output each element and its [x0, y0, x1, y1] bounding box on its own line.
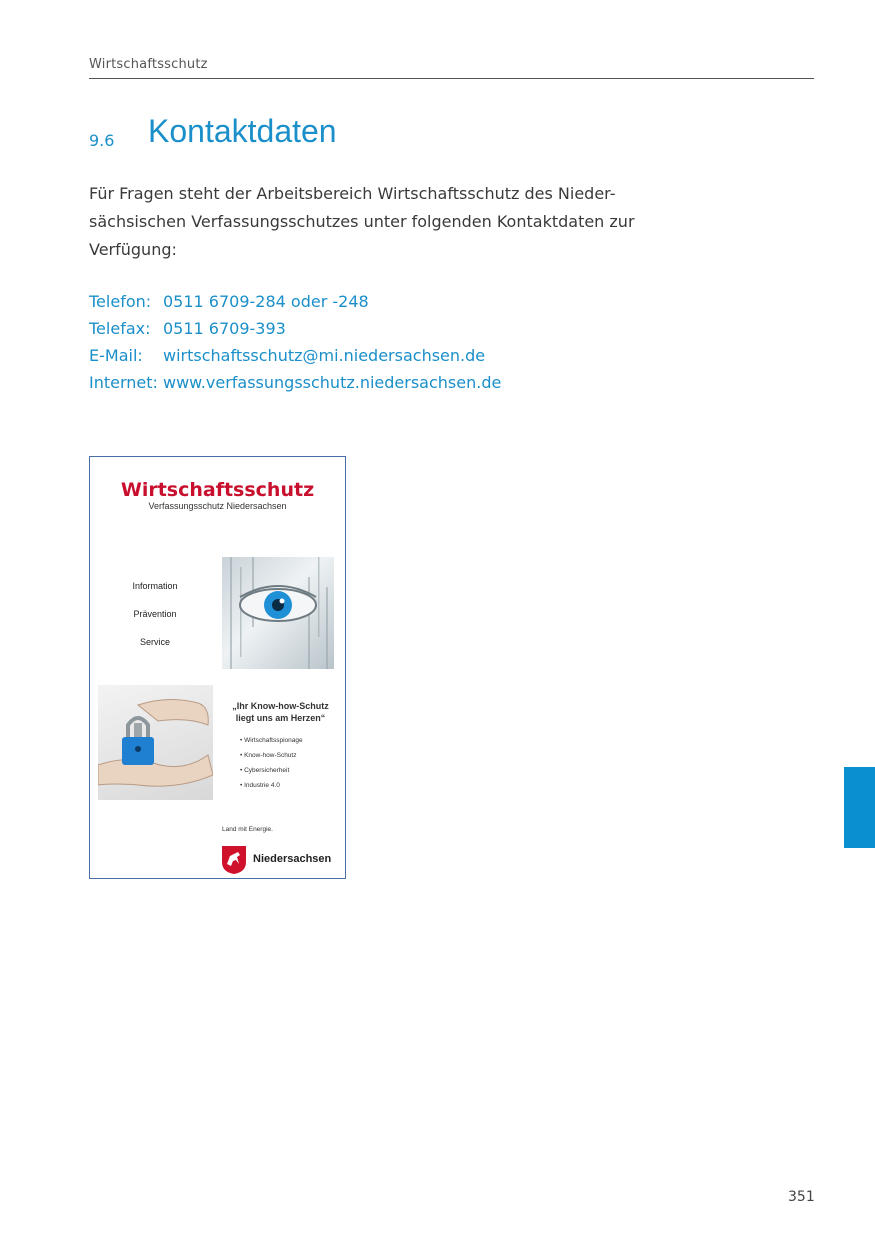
padlock-icon — [98, 685, 213, 800]
list-item: • Know-how-Schutz — [240, 748, 303, 763]
flyer-menu-item: Prävention — [133, 609, 177, 619]
flyer-bullet-list — [240, 733, 303, 793]
page-number: 351 — [788, 1189, 815, 1205]
contact-label: E-Mail: — [89, 346, 143, 365]
contact-label: Telefax: — [89, 319, 151, 338]
contact-value-phone: 0511 6709-284 oder -248 — [163, 292, 369, 311]
contact-row-internet — [89, 369, 501, 396]
flyer-state-name: Niedersachsen — [253, 853, 332, 865]
section-title: Kontaktdaten — [148, 113, 337, 149]
quote-line: liegt uns am Herzen“ — [235, 713, 326, 723]
running-header: Wirtschaftsschutz — [89, 57, 208, 72]
section-number: 9.6 — [89, 131, 115, 150]
intro-line: Verfügung: — [89, 240, 177, 259]
contact-label: Internet: — [89, 373, 158, 392]
flyer-slogan: Land mit Energie. — [222, 826, 273, 833]
flyer-menu-item: Service — [139, 637, 170, 647]
header-rule — [89, 78, 814, 79]
flyer-image — [89, 456, 346, 879]
contact-value-email[interactable]: wirtschaftsschutz@mi.niedersachsen.de — [163, 346, 486, 365]
flyer-title: Wirtschaftsschutz — [120, 479, 315, 501]
contact-value-website[interactable]: www.verfassungsschutz.niedersachsen.de — [163, 373, 502, 392]
list-item: • Cybersicherheit — [240, 763, 303, 778]
contact-row-email — [89, 342, 501, 369]
list-item: • Industrie 4.0 — [240, 778, 303, 793]
eye-icon — [222, 557, 334, 669]
flyer-quote — [218, 700, 343, 724]
intro-line: sächsischen Verfassungsschutzes unter folgenden Kontaktdaten zur — [89, 212, 635, 231]
contact-value-fax: 0511 6709-393 — [163, 319, 286, 338]
contact-label: Telefon: — [89, 292, 152, 311]
eye-photo — [222, 557, 334, 669]
flyer-menu-item: Information — [132, 581, 178, 591]
intro-line: Für Fragen steht der Arbeitsbereich Wirtschaftsschutz des Nieder- — [89, 184, 616, 203]
niedersachsen-crest-icon — [222, 846, 246, 874]
list-item: • Wirtschaftsspionage — [240, 733, 303, 748]
hand-lock-photo — [98, 685, 213, 800]
contact-row-phone — [89, 288, 501, 315]
chapter-tab — [844, 767, 875, 848]
quote-line: „Ihr Know-how-Schutz — [232, 701, 329, 711]
contact-list — [89, 288, 501, 396]
contact-row-fax — [89, 315, 501, 342]
intro-paragraph — [89, 180, 649, 264]
flyer-subtitle: Verfassungsschutz Niedersachsen — [148, 501, 287, 511]
